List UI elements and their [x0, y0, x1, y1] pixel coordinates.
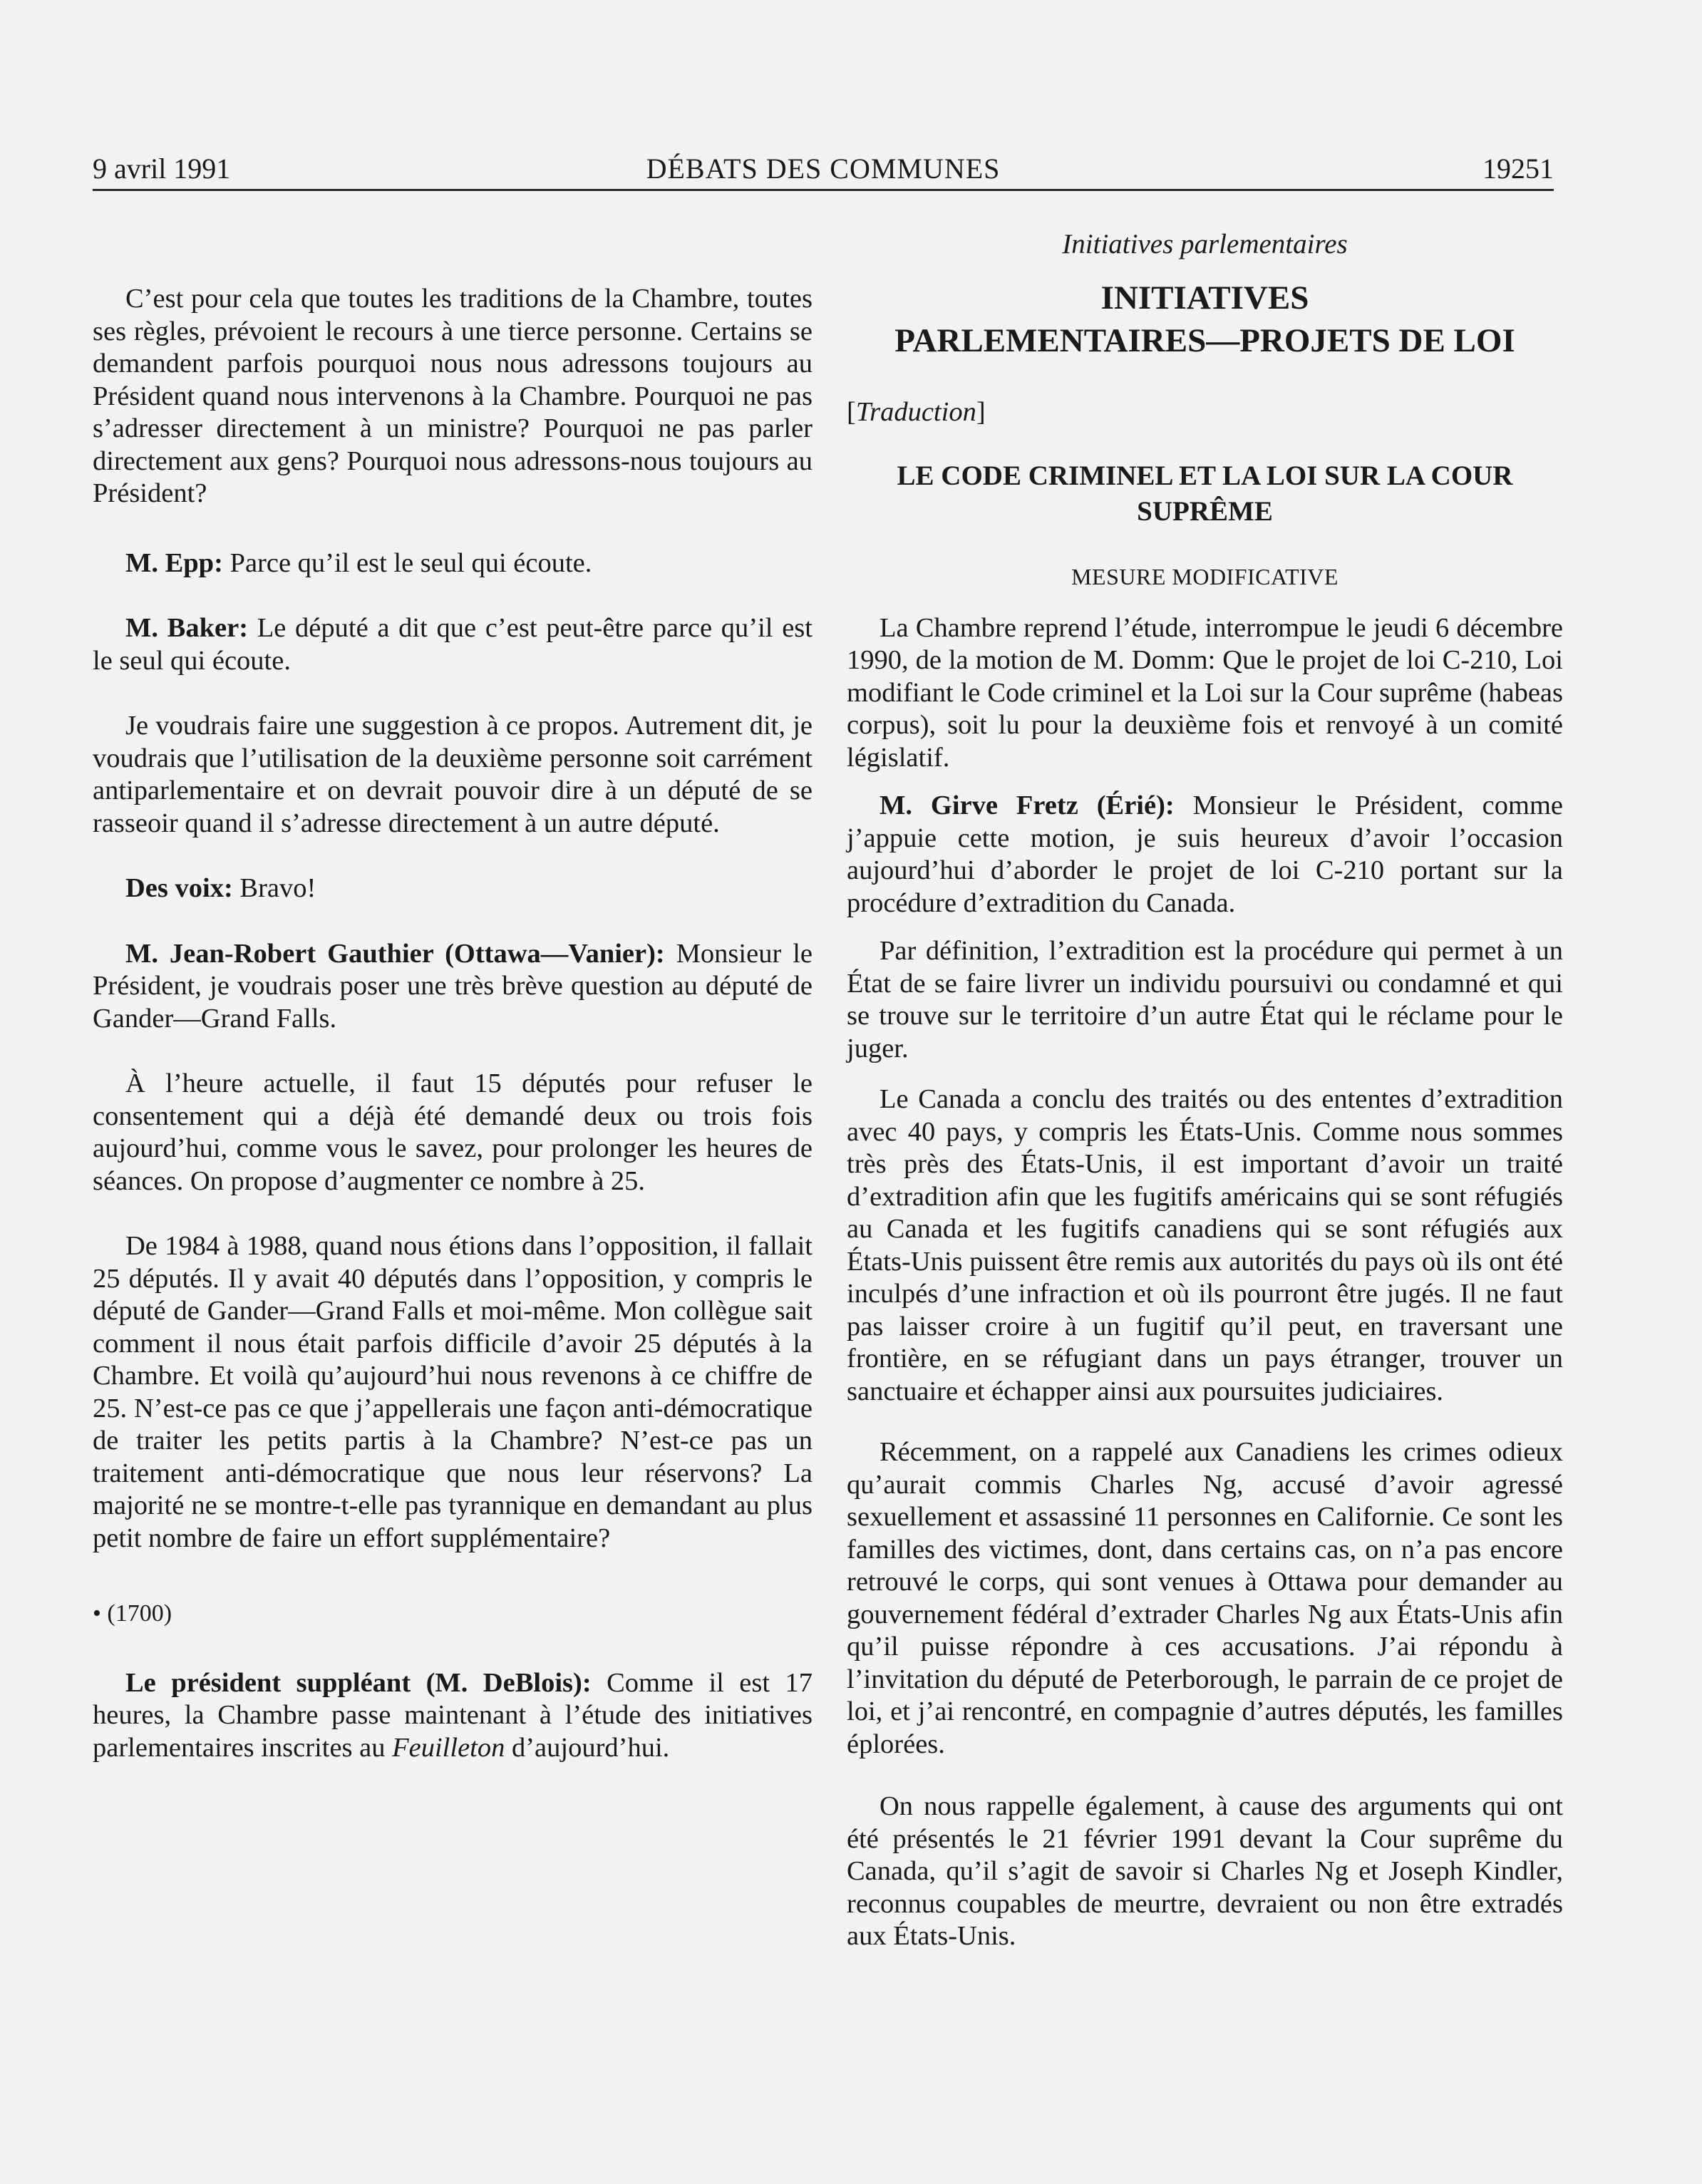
header-page-number: 19251	[1482, 153, 1554, 185]
translation-label: Traduction	[855, 396, 976, 427]
speaker-name: M. Jean-Robert Gauthier (Ottawa—Vanier):	[125, 938, 665, 969]
header-title: DÉBATS DES COMMUNES	[646, 153, 1001, 185]
feuilleton-italic: Feuilleton	[392, 1732, 505, 1763]
time-marker: • (1700)	[93, 1600, 172, 1627]
paragraph-third-person: C’est pour cela que toutes les traditions de la Chambre, toutes ses règles, prévoient le recours à une tierce personne. Certains se demandent parfois pourquoi nous nous adressons toujours au Président quand nous intervenons à la Chambre. Pourquoi ne pas s’adresser directement à un ministre? Pourquoi ne pas parler directement aux gens? Pourquoi nous adressons-nous toujours au Président?	[93, 284, 813, 508]
speech-text: Bravo!	[232, 873, 316, 903]
bill-heading: LE CODE CRIMINEL ET LA LOI SUR LA COUR SUPRÊME	[897, 460, 1513, 527]
speech-baker	[93, 612, 813, 677]
paragraph-opposition: De 1984 à 1988, quand nous étions dans l’opposition, il fallait 25 députés. Il y avait 40 députés dans l’opposition, y compris le député de Gander—Grand Falls et moi-même. Mon collègue sait comment il nous était parfois difficile d’avoir 25 députés à la Chambre. Et voilà qu’aujourd’hui nous revenons à ce chiffre de 25. N’est-ce pas ce que j’appellerais une façon anti-démocratique de traiter les petits partis à la Chambre? N’est-ce pas un traitement anti-démocratique que nous leur réservons? La majorité ne se montre-t-elle pas tyrannique en demandant au plus petit nombre de faire un effort supplémentaire?	[93, 1231, 813, 1553]
left-column	[93, 228, 813, 1764]
paragraph-resumption: La Chambre reprend l’étude, interrompue le jeudi 6 décembre 1990, de la motion de M. Domm: Que le projet de loi C-210, Loi modifiant le Code criminel et la Loi sur la Cour suprême (habeas corpus), soit lu pour la deuxième fois et renvoyé à un comité législatif.	[847, 612, 1563, 773]
speech-text: Monsieur le Président, je voudrais poser une très brève question au député de Gander—Grand Falls.	[93, 938, 813, 1034]
speaker-name: Le président suppléant (M. DeBlois):	[125, 1667, 592, 1698]
page-header	[93, 146, 1554, 191]
speech-epp	[93, 547, 813, 580]
speech-text: Comme il est 17 heures, la Chambre passe maintenant à l’étude des initiatives parlementaires inscrites au	[93, 1667, 813, 1763]
paragraph-suggestion: Je voudrais faire une suggestion à ce propos. Autrement dit, je voudrais que l’utilisation de la deuxième personne soit carrément antiparlementaire et on devrait pouvoir dire à un député de se rasseoir quand il s’adresse directement à un autre député.	[93, 711, 813, 838]
main-heading	[847, 277, 1563, 362]
main-heading-line-2: PARLEMENTAIRES—PROJETS DE LOI	[894, 321, 1515, 359]
section-header: Initiatives parlementaires	[1062, 229, 1348, 259]
speaker-name: Des voix:	[125, 873, 233, 903]
speaker-name: M. Epp:	[125, 547, 223, 578]
speech-gauthier	[93, 938, 813, 1036]
speech-deblois	[93, 1667, 813, 1765]
paragraph-charles-ng: Récemment, on a rappelé aux Canadiens les crimes odieux qu’aurait commis Charles Ng, accusé d’avoir agressé sexuellement et assassiné 11 personnes en Californie. Ce sont les familles des victimes, dont, dans certains cas, on n’a pas encore retrouvé le corps, qui sont venues à Ottawa pour demander au gouvernement fédéral d’extrader Charles Ng aux États-Unis afin qu’il puisse répondre à ces accusations. J’ai répondu à l’invitation du député de Peterborough, le parrain de ce projet de loi, et j’ai rencontré, en compagnie d’autres députés, les familles éplorées.	[847, 1437, 1563, 1759]
speech-text-end: d’aujourd’hui.	[505, 1732, 670, 1763]
speech-voices	[93, 872, 813, 905]
right-column	[847, 228, 1563, 1953]
speech-text: Monsieur le Président, comme j’appuie cette motion, je suis heureux d’avoir l’occasion aujourd’hui d’aborder le projet de loi C-210 portant sur la procédure d’extradition du Canada.	[847, 790, 1563, 918]
paragraph-definition: Par définition, l’extradition est la procédure qui permet à un État de se faire livrer un individu poursuivi ou condamné et qui se trouve sur le territoire d’un autre État qui le réclame pour le juger.	[847, 936, 1563, 1063]
subheading: MESURE MODIFICATIVE	[1071, 564, 1339, 589]
translation-note	[847, 396, 1563, 429]
paragraph-treaties: Le Canada a conclu des traités ou des ententes d’extradition avec 40 pays, y compris les États-Unis. Comme nous sommes très près des États-Unis, il est important d’avoir un traité d’extradition afin que les fugitifs américains qui se sont réfugiés au Canada et les fugitifs canadiens qui se sont réfugiés aux États-Unis puissent être remis aux autorités du pays où ils ont été inculpés d’une infraction et où ils pourront être jugés. Il ne faut pas laisser croire à un fugitif qu’il peut, en traversant une frontière, en se réfugiant dans un pays étranger, trouver un sanctuaire et échapper ainsi aux poursuites judiciaires.	[847, 1084, 1563, 1406]
speech-fretz	[847, 790, 1563, 920]
paragraph-supreme-court: On nous rappelle également, à cause des arguments qui ont été présentés le 21 février 1991 devant la Cour suprême du Canada, qu’il s’agit de savoir si Charles Ng et Joseph Kindler, reconnus coupables de meurtre, devraient ou non être extradés aux États-Unis.	[847, 1791, 1563, 1951]
paragraph-fifteen-members: À l’heure actuelle, il faut 15 députés pour refuser le consentement qui a déjà été demandé deux ou trois fois aujourd’hui, comme vous le savez, pour prolonger les heures de séances. On propose d’augmenter ce nombre à 25.	[93, 1068, 813, 1196]
bracket-open: [	[847, 396, 856, 427]
header-date: 9 avril 1991	[93, 153, 231, 185]
speaker-name: M. Baker:	[125, 613, 249, 643]
main-heading-line-1: INITIATIVES	[1100, 279, 1309, 316]
speech-text: Parce qu’il est le seul qui écoute.	[222, 547, 592, 578]
speaker-name: M. Girve Fretz (Érié):	[880, 790, 1175, 820]
speech-text: Le député a dit que c’est peut-être parce qu’il est le seul qui écoute.	[93, 613, 813, 676]
bracket-close: ]	[976, 396, 986, 427]
